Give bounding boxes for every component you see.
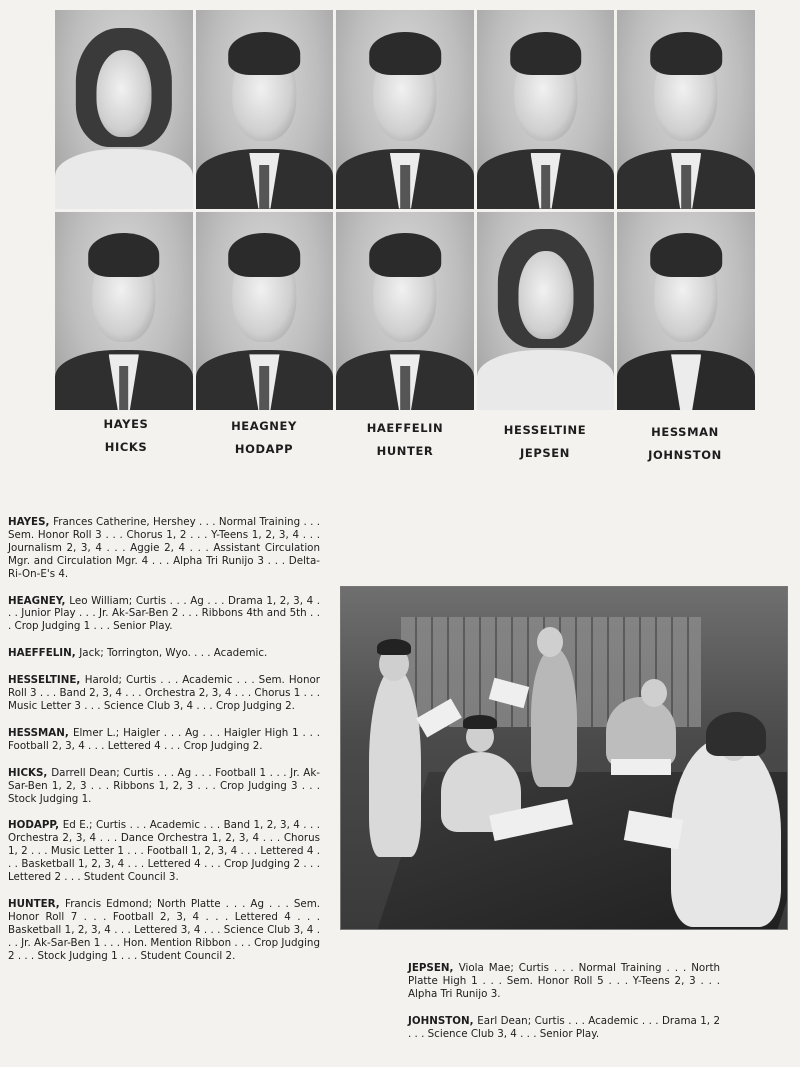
caption-name: HUNTER [376,444,434,458]
portrait-hessman [617,10,755,209]
caption-name: HEAGNEY [231,419,297,433]
bio-entry-jepsen: JEPSEN, Viola Mae; Curtis . . . Normal Training . . . North Platte High 1 . . . Sem. Honor Roll 5 . . . Y-Teens 2, 3 . . . Alpha Tri Runijo 3. [408,962,721,1000]
portrait-hayes [55,10,193,209]
bio-entry-haeffelin: HAEFFELIN, Jack; Torrington, Wyo. . . . Academic. [8,647,268,660]
bio-entry-hunter: HUNTER, Francis Edmond; North Platte . . . Ag . . . Sem. Honor Roll 7 . . . Football 2, 3, 4 . . . Lettered 4 . . . Basketball 1, 2, 3, 4 . . . Lettered 3, 4 . . . Science Club 3, 4 . . . Jr. Ak-Sar-Ben 1 . . . Hon. Mention Ribbon . . . Crop Judging 2 . . . Stock Judging 1 . . . Student Council 2. [8,897,320,962]
library-group-photo [341,587,787,929]
caption-name: HICKS [104,440,148,454]
bio-entry-johnston: JOHNSTON, Earl Dean; Curtis . . . Academic . . . Drama 1, 2 . . . Science Club 3, 4 . . . Senior Play. [408,1014,720,1040]
portrait-hicks [55,212,193,411]
caption-name: JOHNSTON [648,448,722,462]
bio-entry-hesseltine: HESSELTINE, Harold; Curtis . . . Academic . . . Sem. Honor Roll 3 . . . Band 2, 3, 4 . . . Orchestra 2, 3, 4 . . . Chorus 1 . . . Music Letter 3 . . . Science Club 3, 4 . . . Crop Judging 2. [8,674,320,712]
caption-column-1 [61,413,191,459]
bio-entry-heagney: HEAGNEY, Leo William; Curtis . . . Ag . . . Drama 1, 2, 3, 4 . . . Junior Play . . . Jr. Ak-Sar-Ben 2 . . . Ribbons 4th and 5th . . . Crop Judging 1 . . . Senior Play. [8,594,320,633]
portrait-haeffelin [336,10,474,209]
bio-entry-hicks: HICKS, Darrell Dean; Curtis . . . Ag . . . Football 1 . . . Jr. Ak-Sar-Ben 1, 2, 3 . . . Ribbons 1, 2, 3 . . . Crop Judging 3 . . . Stock Judging 1. [8,766,320,805]
bio-entry-hayes: HAYES, Frances Catherine, Hershey . . . Normal Training . . . Sem. Honor Roll 3 . . . Chorus 1, 2 . . . Y-Teens 1, 2, 3, 4 . . . Journalism 2, 3, 4 . . . Aggie 2, 4 . . . Assistant Circulation Mgr. and Circulation Mgr. 4 . . . Alpha Tri Runijo 3 . . . Delta-Ri-On-E's 4. [8,516,320,580]
caption-name: HESSMAN [651,425,719,439]
biography-column-right [408,962,720,1055]
portrait-hodapp [196,212,334,411]
caption-name: JEPSEN [520,446,570,460]
portrait-jepsen [477,212,615,411]
bio-entry-hodapp: HODAPP, Ed E.; Curtis . . . Academic . . . Band 1, 2, 3, 4 . . . Orchestra 2, 3, 4 . . . Dance Orchestra 1, 2, 3, 4 . . . Chorus 1, 2 . . . Music Letter 1 . . . Football 1, 2, 3, 4 . . . Lettered 4 . . . Basketball 1, 2, 3, 4 . . . Lettered 4 . . . Crop Judging 2 . . . Lettered 2 . . . Student Council 3. [8,819,320,884]
biography-column-left [8,516,320,976]
portrait-johnston [617,212,755,411]
caption-column-4 [480,419,610,465]
portrait-hunter [336,212,474,411]
caption-column-5 [620,421,750,467]
portrait-hesseltine [477,10,615,209]
caption-name: HODAPP [234,442,294,456]
caption-name: HAYES [103,417,149,431]
portrait-grid [55,10,755,410]
caption-name: HAEFFELIN [366,421,444,435]
caption-column-3 [340,417,470,463]
caption-column-2 [199,415,329,461]
bio-entry-hessman: HESSMAN, Elmer L.; Haigler . . . Ag . . . Haigler High 1 . . . Football 2, 3, 4 . . . Lettered 4 . . . Crop Judging 2. [8,726,321,752]
caption-name: HESSELTINE [503,423,587,437]
portrait-heagney [196,10,334,209]
